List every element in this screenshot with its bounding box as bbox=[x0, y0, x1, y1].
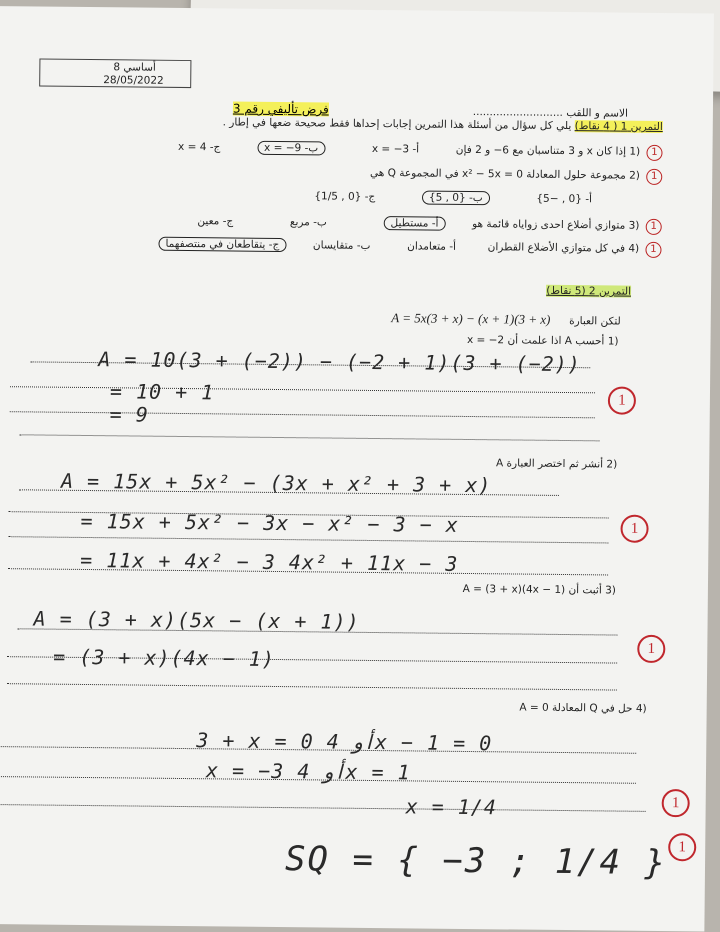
q3-option-a: أ- مستطيل bbox=[383, 216, 445, 231]
q4-option-c: ج- يتقاطعان في منتصفهما bbox=[158, 237, 286, 252]
q3-option-c: ج- معين bbox=[197, 215, 234, 228]
q2-option-b: ب- {0 , 5} bbox=[422, 190, 490, 205]
q1-option-b: ب- x = −9 bbox=[257, 141, 325, 156]
q3-text: (3 متوازي أضلاع احدى زواياه قائمة هو bbox=[472, 218, 640, 232]
q3-work-line1: A = (3 + x)(5x − (x + 1)) bbox=[33, 606, 360, 634]
dotted-line bbox=[8, 536, 608, 543]
test-title: فرض تأليفي رقم 3 bbox=[232, 101, 329, 117]
dotted-line bbox=[10, 411, 595, 418]
name-field: الاسم و اللقب ........................... bbox=[472, 106, 628, 120]
q1-work-line1: A = 10(3 + (−2)) − (−2 + 1)(3 + (−2)) bbox=[98, 347, 581, 377]
q2-option-a: أ- {0 , −5} bbox=[536, 192, 593, 206]
score-mark-ex2-q4: 1 bbox=[662, 789, 690, 817]
q2-option-c: ج- {0 , 1/5} bbox=[314, 190, 376, 204]
ex2-q1: (1 أحسب A اذا علمت أن x = −2 bbox=[466, 333, 619, 348]
ex1-q2-options bbox=[314, 190, 592, 205]
q4-work-line3: x = 1/4 bbox=[405, 794, 498, 820]
q3-option-b: ب- مربع bbox=[289, 216, 327, 229]
q1-work-line2: = 10 + 1 bbox=[109, 379, 215, 405]
ex1-title: التمرين 1 ( 4 نقاط) bbox=[574, 120, 663, 134]
ex2-q2: (2 أنشر ثم اختصر العبارة A bbox=[495, 457, 618, 471]
score-mark-ex2-q1: 1 bbox=[608, 386, 636, 414]
dotted-line bbox=[20, 434, 600, 441]
q1-option-a: أ- x = −3 bbox=[371, 142, 420, 156]
dotted-line bbox=[10, 386, 595, 393]
class-label: 8 أساسي bbox=[113, 61, 156, 74]
ex1-q2 bbox=[370, 166, 662, 185]
ex2-title: التمرين 2 (5 نقاط) bbox=[546, 284, 632, 298]
ex1-q4 bbox=[158, 237, 661, 258]
dotted-line bbox=[7, 683, 617, 690]
q2-work-line2: = 15x + 5x² − 3x − x² − 3 − x bbox=[80, 508, 459, 537]
solution-set: SQ = { −3 ; 1/4 } bbox=[284, 839, 668, 884]
q3-work-line2: = (3 + x)(4x − 1) bbox=[53, 644, 276, 671]
score-mark-ex2-q2: 1 bbox=[620, 515, 648, 543]
ex2-expression bbox=[391, 310, 621, 328]
score-mark-q4: 1 bbox=[645, 242, 661, 258]
score-mark-solution: 1 bbox=[668, 833, 696, 861]
q4-option-b: ب- متقايسان bbox=[312, 239, 371, 252]
date-label: 28/05/2022 bbox=[103, 74, 164, 87]
score-mark-q1: 1 bbox=[646, 145, 662, 161]
q4-work-line2: x = −3 أو 4x = 1 bbox=[205, 758, 411, 785]
ex1-q3 bbox=[197, 214, 661, 235]
q4-work-line1: 3 + x = 0 أو 4x − 1 = 0 bbox=[196, 728, 493, 756]
ex2-q4: (4 حل في Q المعادلة A = 0 bbox=[519, 701, 647, 715]
q1-text: (1 إذا كان x و 3 متناسبان مع 6− و 2 فإن bbox=[455, 143, 641, 158]
score-mark-q2: 1 bbox=[646, 169, 662, 185]
score-mark-ex2-q3: 1 bbox=[637, 635, 665, 663]
q4-option-a: أ- متعامدان bbox=[407, 240, 457, 253]
q1-work-line3: = 9 bbox=[109, 402, 149, 427]
q2-work-line1: A = 15x + 5x² − (3x + x² + 3 + x) bbox=[60, 468, 492, 498]
ex1-instruction: يلي كل سؤال من أسئلة هذا التمرين إجابات إحداها فقط صحيحة ضعها في إطار . bbox=[222, 116, 572, 133]
ex1-q1 bbox=[178, 140, 663, 161]
dotted-line bbox=[0, 804, 646, 812]
expr-intro: لتكن العبارة bbox=[569, 315, 621, 328]
exam-sheet bbox=[0, 6, 714, 931]
q4-text: (4 في كل متوازي الأضلاع القطران bbox=[487, 241, 640, 255]
q1-option-c: ج- x = 4 bbox=[178, 140, 221, 154]
q2-text: (2 مجموعة حلول المعادلة x² − 5x = 0 في المجموعة Q هي bbox=[369, 166, 640, 182]
ex2-q3: (3 أثبت أن A = (3 + x)(4x − 1) bbox=[462, 582, 616, 597]
score-mark-q3: 1 bbox=[646, 219, 662, 235]
q2-work-line3: = 11x + 4x² − 3 4x² + 11x − 3 bbox=[80, 547, 459, 576]
expr-formula: A = 5x(3 + x) − (x + 1)(3 + x) bbox=[391, 310, 551, 327]
